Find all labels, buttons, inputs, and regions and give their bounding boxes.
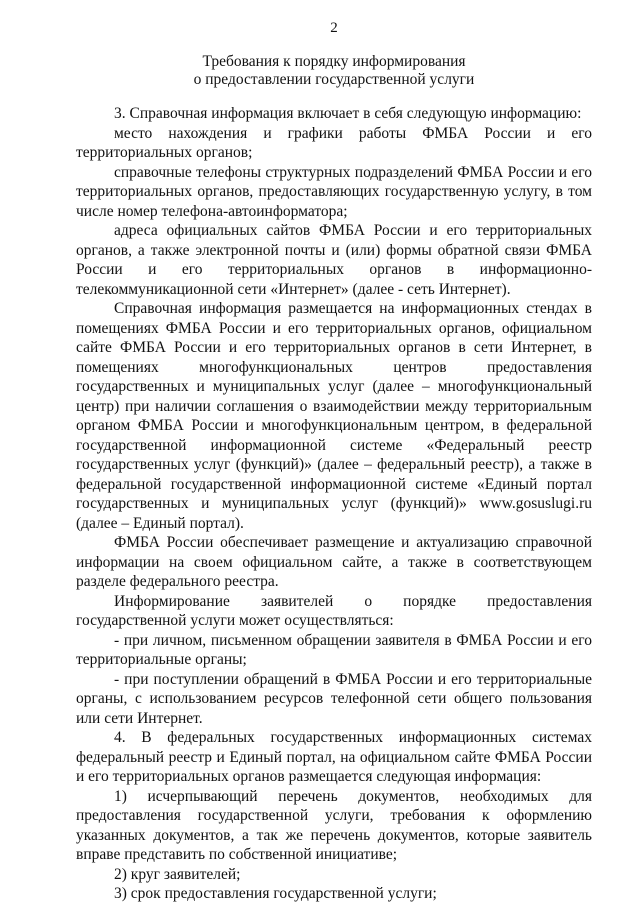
paragraph: 3) срок предоставления государственной услуги; xyxy=(114,885,437,902)
document-body xyxy=(76,104,592,904)
paragraph: адреса официальных сайтов ФМБА России и его территориальных органов, а также электронной почты и (или) формы обратной связи ФМБА России и его территориальных органов в информационно-телекоммуникационной сети «Интернет» (далее - сеть Интернет). xyxy=(76,222,592,298)
section-title xyxy=(76,53,592,89)
paragraph: место нахождения и графики работы ФМБА России и его территориальных органов; xyxy=(76,124,592,161)
paragraph: 1) исчерпывающий перечень документов, необходимых для предоставления государственной услуги, требования к оформлению указанных документов, а так же перечень документов, которые заявитель вправе представить по собственной инициативе; xyxy=(76,787,592,863)
paragraph: Информирование заявителей о порядке предоставления государственной услуги может осуществляться: xyxy=(76,592,592,629)
section-title-line-1: Требования к порядку информирования xyxy=(202,53,466,70)
section-title-line-2: о предоставлении государственной услуги xyxy=(193,71,475,88)
paragraph: 2) круг заявителей; xyxy=(114,865,241,883)
paragraph: 3. Справочная информация включает в себя следующую информацию: xyxy=(114,105,582,122)
paragraph: - при поступлении обращений в ФМБА России и его территориальные органы, с использованием ресурсов телефонной сети общего пользования или сети Интернет. xyxy=(76,670,592,727)
paragraph: Справочная информация размещается на информационных стендах в помещениях ФМБА России и его территориальных органов, официальном сайте ФМБА России и его территориальных органов в сети Интернет, в помещениях многофункциональных центров предоставления государственных и муниципальных услуг (далее – многофункциональный центр) при наличии соглашения о взаимодействии между территориальным органом ФМБА России и многофункциональным центром, в федеральной государственной информационной системе «Федеральный реестр государственных услуг (функций)» (далее – федеральный реестр), а также в федеральной государственной информационной системе «Единый портал государственных и муниципальных услуг (функций)» www.gosuslugi.ru (далее – Единый портал). xyxy=(76,300,592,532)
paragraph: справочные телефоны структурных подразделений ФМБА России и его территориальных органов, предоставляющих государственную услугу, в том числе номер телефона-автоинформатора; xyxy=(76,163,592,220)
page-number: 2 xyxy=(330,20,338,36)
paragraph: 4. В федеральных государственных информационных системах федеральный реестр и Единый портал, на официальном сайте ФМБА России и его территориальных органов размещается следующая информация: xyxy=(76,729,592,785)
paragraph: - при личном, письменном обращении заявителя в ФМБА России и его территориальные органы; xyxy=(76,631,592,668)
paragraph: ФМБА России обеспечивает размещение и актуализацию справочной информации на своем официальном сайте, а также в соответствующем разделе федерального реестра. xyxy=(76,534,592,590)
